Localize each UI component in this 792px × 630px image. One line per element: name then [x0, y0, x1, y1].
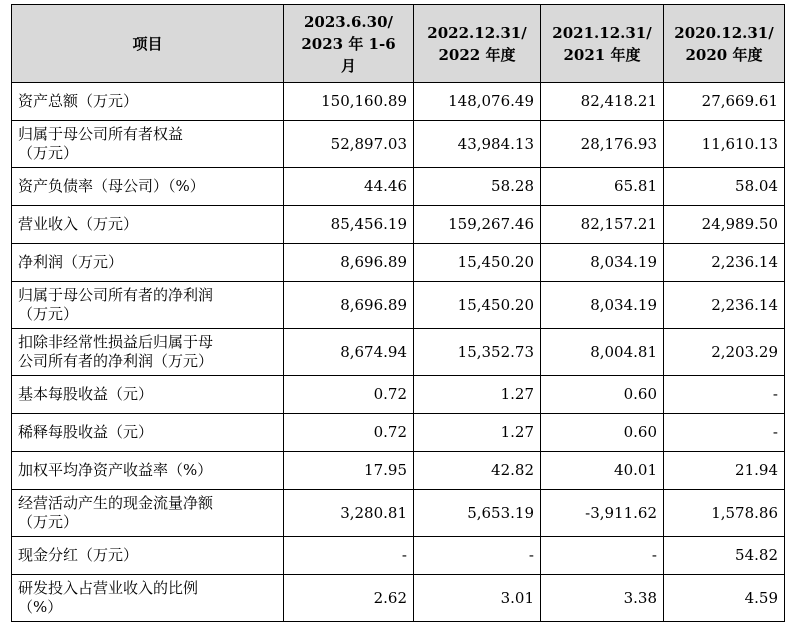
table-cell-value: 0.60 — [541, 414, 664, 452]
row-label-line: （万元） — [18, 513, 79, 531]
table-cell-value: 54.82 — [664, 537, 785, 575]
row-label — [12, 282, 284, 329]
table-cell-value: 58.28 — [414, 168, 541, 206]
table-cell-value: 2.62 — [284, 575, 414, 622]
table-cell-value: 15,352.73 — [414, 329, 541, 376]
table-cell-value: 8,034.19 — [541, 244, 664, 282]
table-row — [12, 575, 785, 622]
table-cell-value: - — [284, 537, 414, 575]
row-label-line: 基本每股收益（元） — [18, 385, 154, 403]
table-cell-value: 15,450.20 — [414, 282, 541, 329]
table-cell-value: 150,160.89 — [284, 83, 414, 121]
table-cell-value: 148,076.49 — [414, 83, 541, 121]
column-header-period — [284, 5, 414, 83]
table-cell-value: 17.95 — [284, 452, 414, 490]
table-cell-value: 65.81 — [541, 168, 664, 206]
header-text-line: 2020.12.31/ — [674, 23, 774, 42]
table-row — [12, 168, 785, 206]
table-cell-value: 58.04 — [664, 168, 785, 206]
table-cell-value: 11,610.13 — [664, 121, 785, 168]
table-row — [12, 206, 785, 244]
table-row — [12, 537, 785, 575]
table-cell-value: 8,034.19 — [541, 282, 664, 329]
row-label-line: （万元） — [18, 144, 79, 162]
header-text-line: 月 — [340, 56, 356, 75]
table-cell-value: 21.94 — [664, 452, 785, 490]
table-cell-value: 85,456.19 — [284, 206, 414, 244]
table-cell-value: - — [664, 414, 785, 452]
row-label-line: 归属于母公司所有者的净利润 — [18, 286, 214, 304]
table-cell-value: 2,203.29 — [664, 329, 785, 376]
header-text-line: 2021 年度 — [563, 45, 641, 64]
table-cell-value: 8,674.94 — [284, 329, 414, 376]
row-label-line: 扣除非经常性损益后归属于母 — [18, 333, 214, 351]
table-cell-value: 0.72 — [284, 376, 414, 414]
table-cell-value: 44.46 — [284, 168, 414, 206]
row-label-line: （万元） — [18, 305, 79, 323]
header-text-line: 2022.12.31/ — [427, 23, 527, 42]
table-row — [12, 376, 785, 414]
row-label-line: 资产总额（万元） — [18, 92, 139, 110]
table-cell-value: 82,157.21 — [541, 206, 664, 244]
table-cell-value: - — [664, 376, 785, 414]
financial-summary-sheet — [11, 4, 784, 624]
row-label — [12, 83, 284, 121]
header-text-line: 2023.6.30/ — [304, 12, 393, 31]
table-cell-value: 8,004.81 — [541, 329, 664, 376]
table-cell-value: 0.72 — [284, 414, 414, 452]
table-cell-value: 82,418.21 — [541, 83, 664, 121]
table-row — [12, 282, 785, 329]
row-label-line: 经营活动产生的现金流量净额 — [18, 494, 214, 512]
row-label — [12, 329, 284, 376]
row-label — [12, 575, 284, 622]
row-label — [12, 244, 284, 282]
table-cell-value: 0.60 — [541, 376, 664, 414]
header-row — [12, 5, 785, 83]
row-label-line: 研发投入占营业收入的比例 — [18, 579, 199, 597]
header-text-line: 2020 年度 — [685, 45, 763, 64]
table-cell-value: 1.27 — [414, 376, 541, 414]
header-text-line: 2022 年度 — [438, 45, 516, 64]
row-label-line: 稀释每股收益（元） — [18, 423, 154, 441]
table-row — [12, 121, 785, 168]
row-label-line: 公司所有者的净利润（万元） — [18, 352, 214, 370]
table-cell-value: 3.38 — [541, 575, 664, 622]
table-cell-value: 4.59 — [664, 575, 785, 622]
column-header-item — [12, 5, 284, 83]
column-header-period — [541, 5, 664, 83]
row-label — [12, 376, 284, 414]
financial-summary-table — [11, 4, 785, 622]
table-cell-value: 40.01 — [541, 452, 664, 490]
table-cell-value: - — [541, 537, 664, 575]
row-label — [12, 121, 284, 168]
table-cell-value: 15,450.20 — [414, 244, 541, 282]
table-row — [12, 329, 785, 376]
row-label-line: 资产负债率（母公司）（%） — [18, 177, 205, 195]
column-header-period — [664, 5, 785, 83]
row-label-line: 现金分红（万元） — [18, 546, 139, 564]
table-body — [12, 83, 785, 622]
header-text-line: 项目 — [132, 34, 163, 53]
table-row — [12, 414, 785, 452]
table-cell-value: 5,653.19 — [414, 490, 541, 537]
row-label — [12, 168, 284, 206]
row-label-line: 营业收入（万元） — [18, 215, 139, 233]
row-label — [12, 537, 284, 575]
table-cell-value: 42.82 — [414, 452, 541, 490]
table-row — [12, 244, 785, 282]
table-cell-value: 3,280.81 — [284, 490, 414, 537]
table-cell-value: 2,236.14 — [664, 282, 785, 329]
table-row — [12, 83, 785, 121]
table-cell-value: 3.01 — [414, 575, 541, 622]
table-row — [12, 490, 785, 537]
column-header-period — [414, 5, 541, 83]
row-label-line: 归属于母公司所有者权益 — [18, 125, 184, 143]
table-cell-value: 2,236.14 — [664, 244, 785, 282]
table-row — [12, 452, 785, 490]
row-label-line: （%） — [18, 598, 63, 616]
row-label — [12, 206, 284, 244]
table-cell-value: 43,984.13 — [414, 121, 541, 168]
table-cell-value: - — [414, 537, 541, 575]
table-cell-value: 8,696.89 — [284, 282, 414, 329]
table-cell-value: 1.27 — [414, 414, 541, 452]
table-cell-value: 8,696.89 — [284, 244, 414, 282]
row-label-line: 净利润（万元） — [18, 253, 124, 271]
table-cell-value: 27,669.61 — [664, 83, 785, 121]
row-label — [12, 452, 284, 490]
header-text-line: 2021.12.31/ — [552, 23, 652, 42]
table-cell-value: 159,267.46 — [414, 206, 541, 244]
table-cell-value: 28,176.93 — [541, 121, 664, 168]
row-label-line: 加权平均净资产收益率（%） — [18, 461, 213, 479]
header-text-line: 2023 年 1-6 — [301, 34, 396, 53]
table-cell-value: 24,989.50 — [664, 206, 785, 244]
table-cell-value: 52,897.03 — [284, 121, 414, 168]
row-label — [12, 414, 284, 452]
table-cell-value: -3,911.62 — [541, 490, 664, 537]
row-label — [12, 490, 284, 537]
table-cell-value: 1,578.86 — [664, 490, 785, 537]
